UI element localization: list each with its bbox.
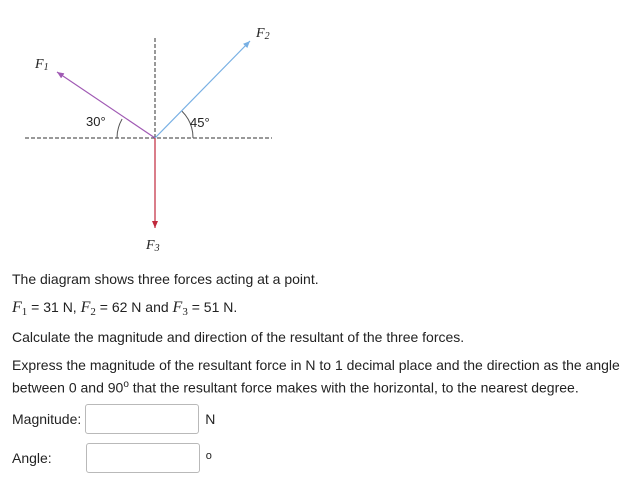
force-f2-label: F2: [256, 26, 270, 42]
f1-symbol: $F_1$: [12, 299, 28, 318]
angle-30-label: 30°: [86, 114, 106, 129]
angle-arc-f1: [117, 119, 122, 138]
angle-label: Angle:: [12, 450, 52, 466]
f2-symbol: $F_2$: [80, 299, 96, 318]
magnitude-label: Magnitude:: [12, 411, 82, 427]
angle-row: [12, 443, 212, 473]
instruction-line-1: Express the magnitude of the resultant force in N to 1 decimal place and the direction as the angle: [12, 357, 620, 373]
angle-45-label: 45°: [190, 115, 210, 130]
task-text: Calculate the magnitude and direction of the resultant of the three forces.: [12, 329, 465, 345]
f1-value: = 31 N,: [27, 299, 81, 315]
intro-text: The diagram shows three forces acting at a point.: [12, 271, 319, 287]
force-f3-label: F3: [146, 238, 160, 254]
force-f1-arrow: [57, 72, 155, 138]
f3-symbol: $F_3$: [172, 299, 188, 318]
magnitude-unit: N: [205, 411, 216, 427]
force-f1-label: F1: [35, 57, 49, 73]
angle-unit: o: [205, 450, 212, 462]
degree-symbol: o: [123, 379, 129, 390]
magnitude-row: [12, 404, 215, 434]
magnitude-input[interactable]: [85, 404, 199, 434]
f2-value: = 62 N and: [95, 299, 173, 315]
given-values: [12, 296, 237, 319]
instruction-line-2: between 0 and 90$^o$ that the resultant force makes with the horizontal, to the nearest degree.: [12, 379, 579, 396]
f3-value: = 51 N.: [187, 299, 238, 315]
angle-input[interactable]: [86, 443, 200, 473]
